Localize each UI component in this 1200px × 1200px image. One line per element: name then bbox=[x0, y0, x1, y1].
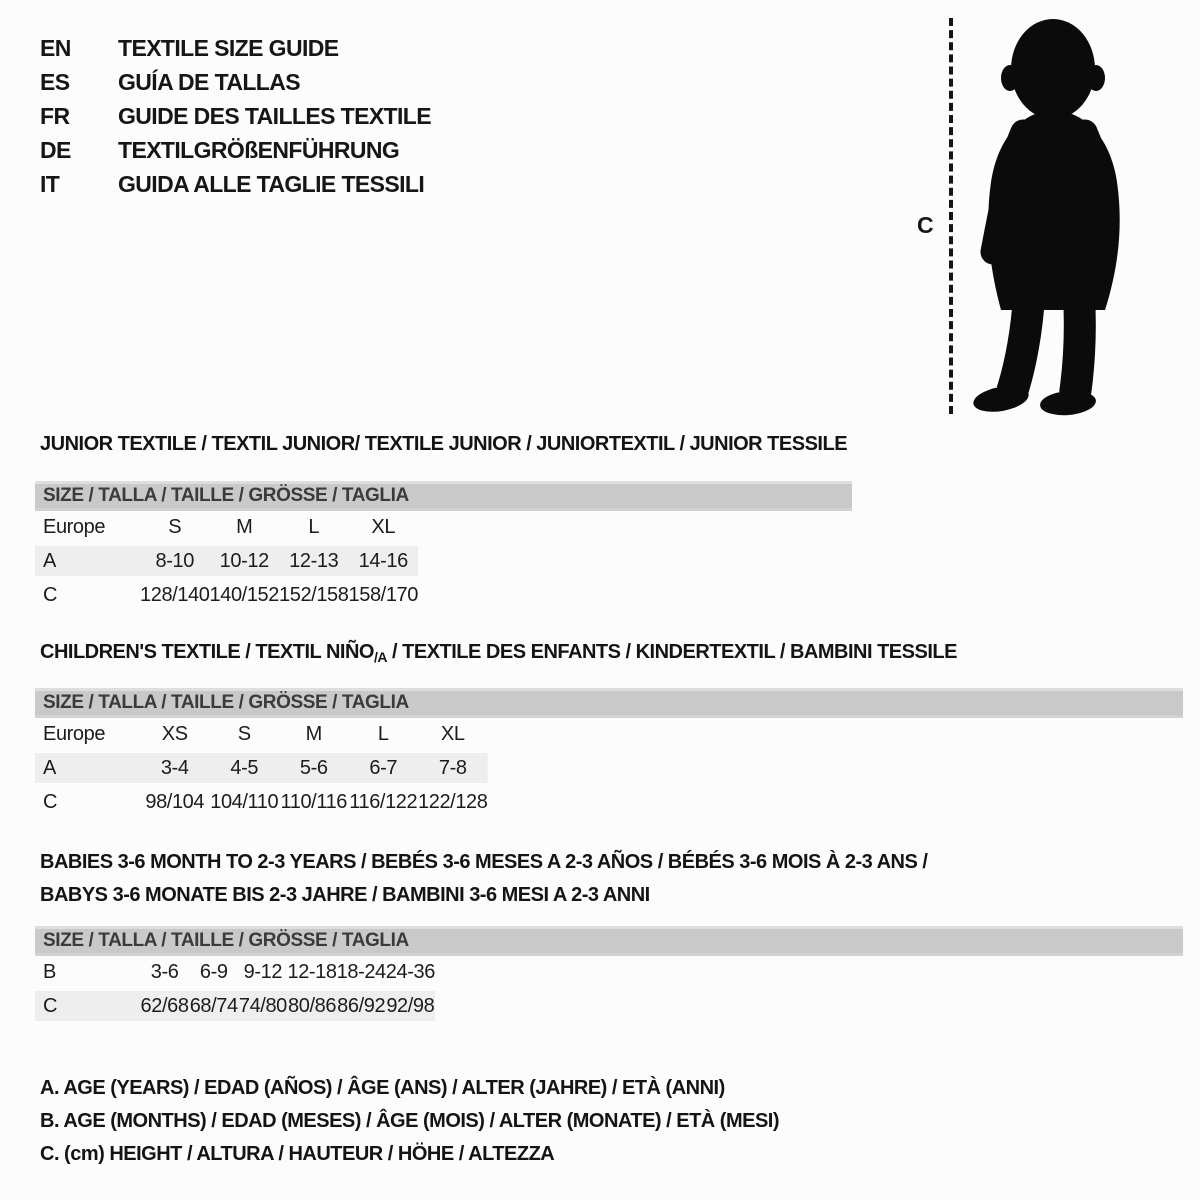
table-cell: 80/86 bbox=[288, 994, 337, 1017]
table-header-row bbox=[35, 717, 488, 751]
table-cell: 24-36 bbox=[385, 960, 435, 983]
children-size-table bbox=[35, 717, 488, 819]
table-cell: 14-16 bbox=[358, 549, 408, 572]
heading-text: / TEXTILE DES ENFANTS / KINDERTEXTIL / BAMBINI TESSILE bbox=[386, 641, 957, 663]
height-measure-label: C bbox=[917, 212, 934, 238]
table-cell: 3-6 bbox=[150, 960, 179, 983]
table-cell: 152/158 bbox=[279, 583, 349, 606]
table-cell: 10-12 bbox=[219, 549, 269, 572]
size-col-header: XS bbox=[161, 722, 188, 745]
legend-line-a: A. AGE (YEARS) / EDAD (AÑOS) / ÂGE (ANS) / ALTER (JAHRE) / ETÀ (ANNI) bbox=[40, 1077, 725, 1099]
heading-line-1: BABIES 3-6 MONTH TO 2-3 YEARS / BEBÉS 3-6 MESES A 2-3 AÑOS / BÉBÉS 3-6 MOIS À 2-3 ANS / bbox=[40, 851, 928, 873]
table-cell: 140/152 bbox=[209, 583, 279, 606]
babies-section-heading bbox=[40, 846, 927, 912]
size-bar-label: SIZE / TALLA / TAILLE / GRÖSSE / TAGLIA bbox=[43, 692, 409, 713]
guide-title-es: GUÍA DE TALLAS bbox=[118, 68, 300, 95]
size-col-header: L bbox=[377, 722, 389, 745]
table-header-row bbox=[35, 510, 418, 544]
guide-title-it: GUIDA ALLE TAGLIE TESSILI bbox=[118, 170, 425, 197]
size-bar-label: SIZE / TALLA / TAILLE / GRÖSSE / TAGLIA bbox=[43, 930, 409, 951]
table-cell: 98/104 bbox=[145, 790, 205, 813]
height-measure-dashed-line bbox=[949, 18, 953, 414]
table-cell: 92/98 bbox=[386, 994, 435, 1017]
table-cell: 74/80 bbox=[238, 994, 287, 1017]
table-cell: 6-7 bbox=[369, 756, 398, 779]
size-col-header: XL bbox=[371, 515, 396, 538]
heading-line-2: BABYS 3-6 MONATE BIS 2-3 JAHRE / BAMBINI 3-6 MESI A 2-3 ANNI bbox=[40, 884, 650, 906]
row-label: C bbox=[43, 994, 58, 1017]
table-cell: 12-18 bbox=[287, 960, 337, 983]
language-code: ES bbox=[40, 68, 70, 95]
table-cell: 122/128 bbox=[418, 790, 488, 813]
table-cell: 4-5 bbox=[230, 756, 259, 779]
toddler-silhouette-icon bbox=[965, 14, 1145, 419]
children-section-heading bbox=[40, 641, 957, 665]
guide-title-fr: GUIDE DES TAILLES TEXTILE bbox=[118, 102, 431, 129]
table-row-months bbox=[35, 955, 435, 989]
language-row-es bbox=[40, 65, 431, 99]
language-header bbox=[40, 31, 431, 201]
table-cell: 12-13 bbox=[289, 549, 339, 572]
table-cell: 9-12 bbox=[243, 960, 283, 983]
size-col-header: S bbox=[237, 722, 251, 745]
table-row-height bbox=[35, 578, 418, 612]
table-cell: 158/170 bbox=[348, 583, 418, 606]
table-row-age bbox=[35, 751, 488, 785]
height-figure bbox=[905, 14, 1160, 424]
junior-section-heading: JUNIOR TEXTILE / TEXTIL JUNIOR/ TEXTILE JUNIOR / JUNIORTEXTIL / JUNIOR TESSILE bbox=[40, 433, 848, 455]
legend-line-c: C. (cm) HEIGHT / ALTURA / HAUTEUR / HÖHE / ALTEZZA bbox=[40, 1143, 555, 1165]
table-cell: 104/110 bbox=[210, 790, 279, 813]
heading-text: CHILDREN'S TEXTILE / TEXTIL NIÑO bbox=[40, 641, 374, 663]
row-label: A bbox=[43, 549, 56, 572]
size-col-header: M bbox=[236, 515, 253, 538]
size-col-header: S bbox=[168, 515, 182, 538]
language-code: IT bbox=[40, 170, 60, 197]
table-cell: 3-4 bbox=[160, 756, 189, 779]
guide-title-de: TEXTILGRÖßENFÜHRUNG bbox=[118, 136, 400, 163]
language-row-it bbox=[40, 167, 431, 201]
babies-size-bar bbox=[35, 926, 1183, 956]
language-code: DE bbox=[40, 136, 71, 163]
table-cell: 86/92 bbox=[337, 994, 386, 1017]
language-row-fr bbox=[40, 99, 431, 133]
row-label: C bbox=[43, 790, 58, 813]
junior-size-table bbox=[35, 510, 418, 612]
children-size-bar bbox=[35, 688, 1183, 718]
size-col-header: L bbox=[308, 515, 320, 538]
legend-line-b: B. AGE (MONTHS) / EDAD (MESES) / ÂGE (MOIS) / ALTER (MONATE) / ETÀ (MESI) bbox=[40, 1110, 780, 1132]
table-cell: 116/122 bbox=[349, 790, 418, 813]
table-cell: 5-6 bbox=[299, 756, 328, 779]
table-cell: 110/116 bbox=[280, 790, 348, 813]
table-row-age bbox=[35, 544, 418, 578]
region-label: Europe bbox=[43, 515, 106, 538]
language-code: EN bbox=[40, 34, 71, 61]
size-col-header: M bbox=[305, 722, 322, 745]
row-label: C bbox=[43, 583, 58, 606]
guide-title-en: TEXTILE SIZE GUIDE bbox=[118, 34, 339, 61]
size-bar-label: SIZE / TALLA / TAILLE / GRÖSSE / TAGLIA bbox=[43, 485, 409, 506]
table-cell: 6-9 bbox=[199, 960, 228, 983]
language-row-de bbox=[40, 133, 431, 167]
heading-subscript: /A bbox=[373, 649, 387, 665]
table-row-height bbox=[35, 785, 488, 819]
table-cell: 68/74 bbox=[189, 994, 238, 1017]
babies-size-table bbox=[35, 955, 435, 1023]
row-label: A bbox=[43, 756, 56, 779]
table-cell: 8-10 bbox=[155, 549, 194, 572]
language-row-en bbox=[40, 31, 431, 65]
size-col-header: XL bbox=[440, 722, 465, 745]
junior-size-bar bbox=[35, 481, 852, 511]
table-cell: 18-24 bbox=[336, 960, 386, 983]
table-cell: 128/140 bbox=[140, 583, 210, 606]
language-code: FR bbox=[40, 102, 70, 129]
measurement-legend bbox=[40, 1072, 779, 1171]
table-cell: 62/68 bbox=[140, 994, 189, 1017]
table-row-height bbox=[35, 989, 435, 1023]
table-cell: 7-8 bbox=[438, 756, 467, 779]
region-label: Europe bbox=[43, 722, 106, 745]
row-label: B bbox=[43, 960, 56, 983]
